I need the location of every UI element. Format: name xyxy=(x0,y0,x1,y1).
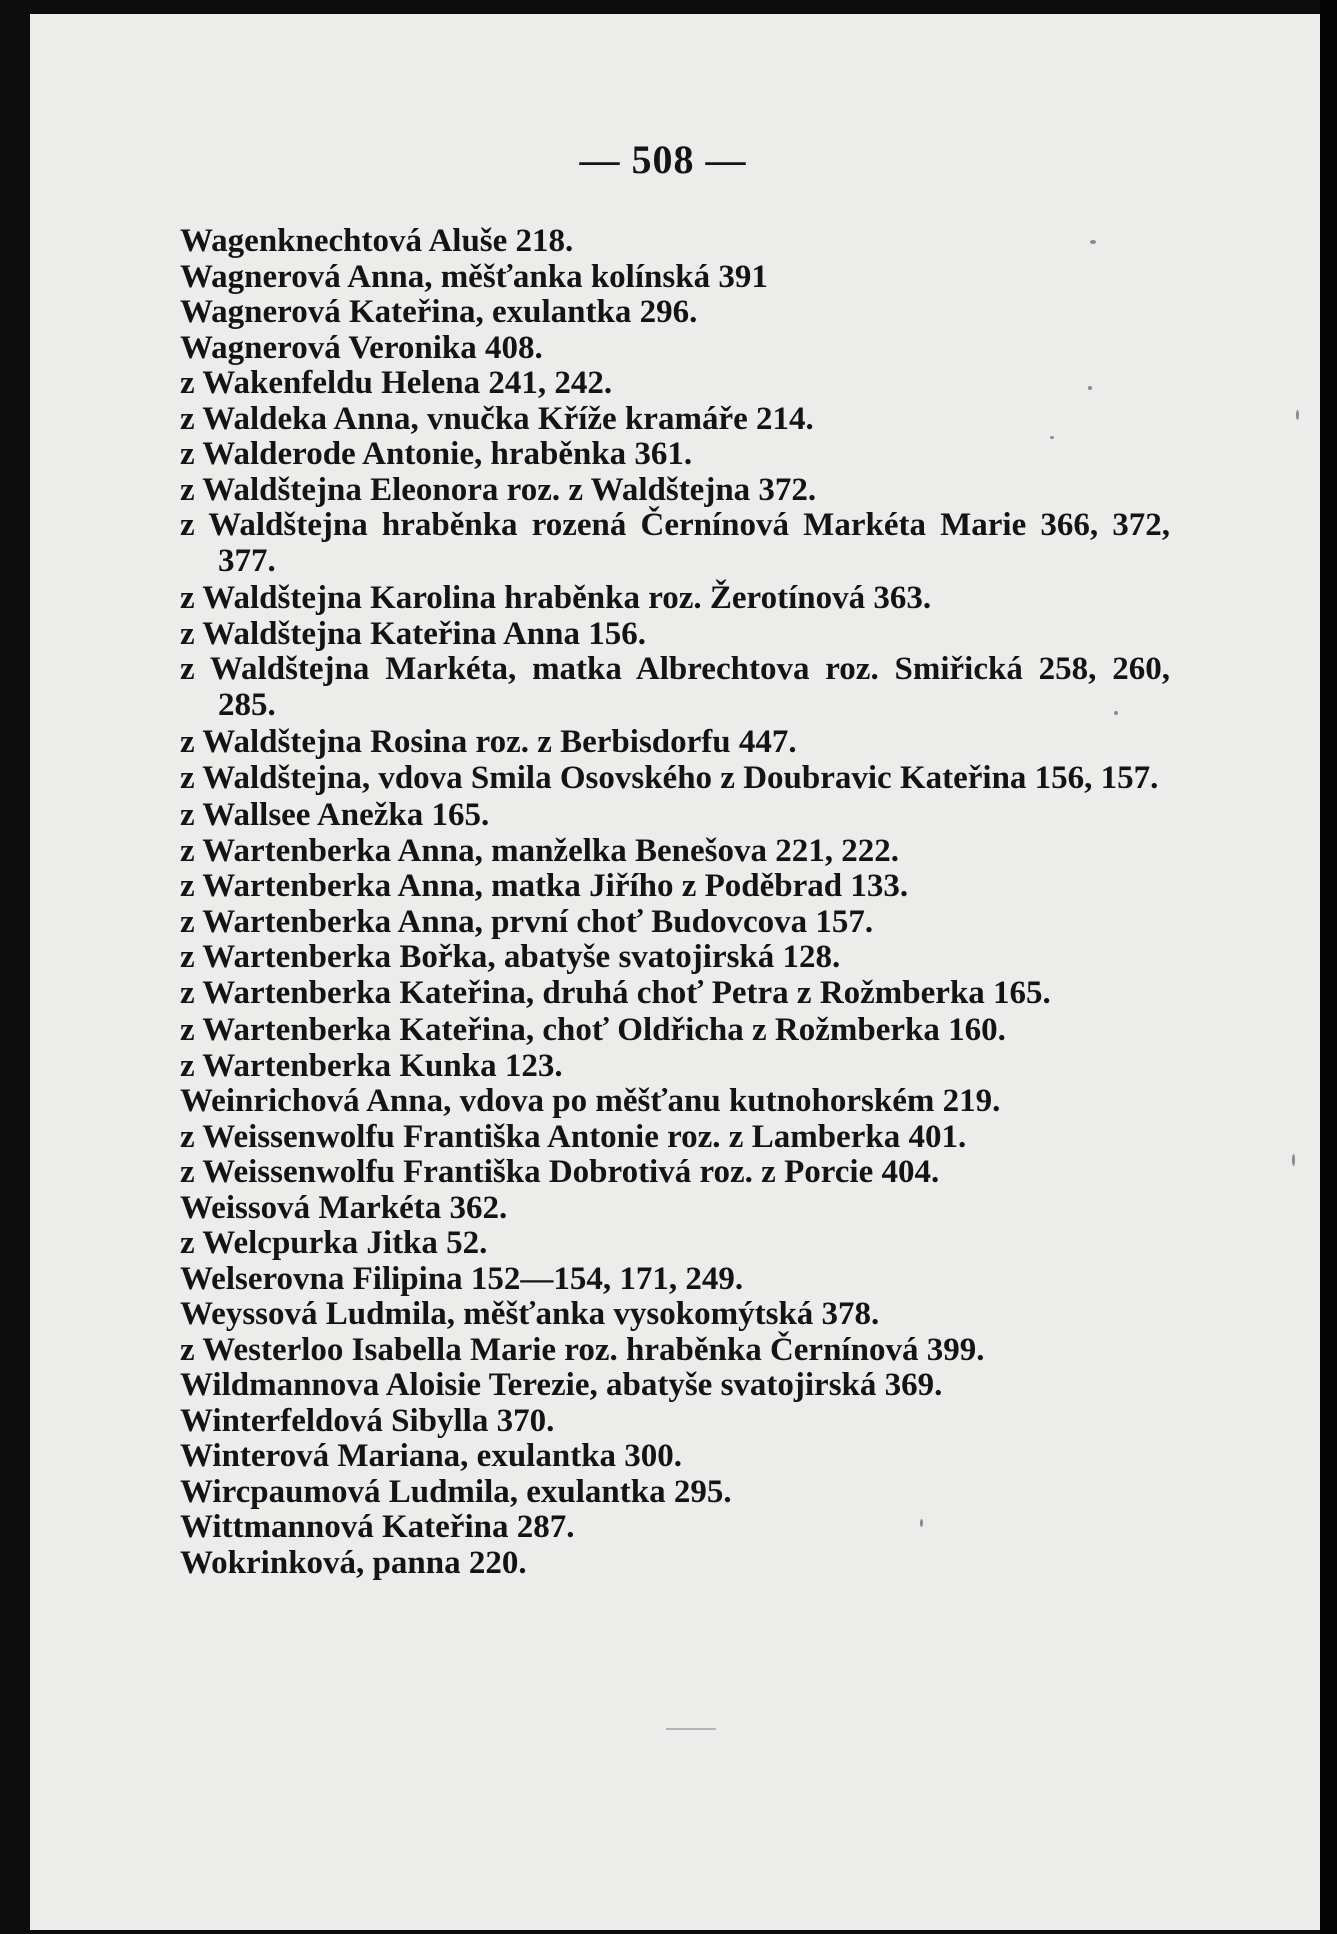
index-entry: Wokrinková, panna 220. xyxy=(180,1544,527,1581)
index-entry: z Welcpurka Jitka 52. xyxy=(180,1225,488,1261)
page-number: — 508 — xyxy=(579,137,747,182)
index-entry: z Walderode Antonie, hraběnka 361. xyxy=(180,436,693,472)
index-entry: z Waldštejna Eleonora roz. z Waldštejna 372. xyxy=(180,471,817,508)
index-entry: Wagenknechtová Aluše 218. xyxy=(180,223,574,259)
index-entry: z Weissenwolfu Františka Antonie roz. z Lamberka 401. xyxy=(180,1118,967,1155)
index-entry: Wagnerová Anna, měšťanka kolínská 391 xyxy=(180,258,768,295)
index-entries xyxy=(180,224,1170,1581)
index-entry: z Waldštejna Karolina hraběnka roz. Žerotínová 363. xyxy=(180,580,932,616)
index-entry: Winterová Mariana, exulantka 300. xyxy=(180,1438,683,1474)
index-entry: Weinrichová Anna, vdova po měšťanu kutnohorském 219. xyxy=(180,1083,1001,1119)
index-entry: z Waldeka Anna, vnučka Kříže kramáře 214. xyxy=(180,400,814,437)
index-entry: z Wartenberka Anna, první choť Budovcova 157. xyxy=(180,903,874,940)
index-entry: z Wartenberka Bořka, abatyše svatojirská 128. xyxy=(180,939,841,975)
index-entry: z Wallsee Anežka 165. xyxy=(180,797,490,833)
index-entry: Weyssová Ludmila, měšťanka vysokomýtská 378. xyxy=(180,1296,880,1332)
index-entry: z Wartenberka Anna, manželka Benešova 221, 222. xyxy=(180,832,899,869)
print-speck xyxy=(920,1519,923,1527)
index-entry: z Wartenberka Kateřina, druhá choť Petra z Rožmberka 165. xyxy=(180,974,1051,1011)
print-speck xyxy=(1292,1154,1295,1166)
print-speck xyxy=(1090,240,1096,244)
index-entry: z Waldštejna Kateřina Anna 156. xyxy=(180,615,647,652)
index-entry: z Wartenberka Anna, matka Jiřího z Poděbrad 133. xyxy=(180,868,909,904)
print-speck xyxy=(1296,410,1299,420)
print-speck xyxy=(1114,711,1118,715)
index-entry: Wircpaumová Ludmila, exulantka 295. xyxy=(180,1473,732,1510)
index-entry: z Waldštejna hraběnka rozená Černínová Markéta Marie 366, 372, 377. xyxy=(180,507,1170,579)
index-entry: Wagnerová Veronika 408. xyxy=(180,329,543,366)
index-entry: z Waldštejna Rosina roz. z Berbisdorfu 447. xyxy=(180,724,797,760)
index-entry: Wagnerová Kateřina, exulantka 296. xyxy=(180,294,698,330)
index-entry: z Westerloo Isabella Marie roz. hraběnka Černínová 399. xyxy=(180,1331,985,1368)
index-entry: Weissová Markéta 362. xyxy=(180,1189,508,1226)
index-entry: z Waldštejna, vdova Smila Osovského z Doubravic Kateřina 156, 157. xyxy=(180,759,1159,796)
index-entry: Welserovna Filipina 152—154, 171, 249. xyxy=(180,1260,744,1297)
index-entry: z Wakenfeldu Helena 241, 242. xyxy=(180,365,613,401)
print-speck xyxy=(1050,436,1054,439)
index-entry: z Wartenberka Kateřina, choť Oldřicha z Rožmberka 160. xyxy=(180,1012,1006,1048)
index-entry: z Wartenberka Kunka 123. xyxy=(180,1047,563,1084)
end-rule xyxy=(666,1728,716,1730)
index-entry: z Weissenwolfu Františka Dobrotivá roz. z Porcie 404. xyxy=(180,1154,940,1190)
print-speck xyxy=(1088,386,1092,390)
index-entry: Wittmannová Kateřina 287. xyxy=(180,1509,575,1545)
index-entry: z Waldštejna Markéta, matka Albrechtova roz. Smiřická 258, 260, 285. xyxy=(180,651,1170,723)
book-page xyxy=(30,14,1320,1930)
scan-edge xyxy=(1320,0,1337,1934)
index-entry: Wildmannova Aloisie Terezie, abatyše svatojirská 369. xyxy=(180,1367,943,1403)
index-entry: Winterfeldová Sibylla 370. xyxy=(180,1402,555,1439)
